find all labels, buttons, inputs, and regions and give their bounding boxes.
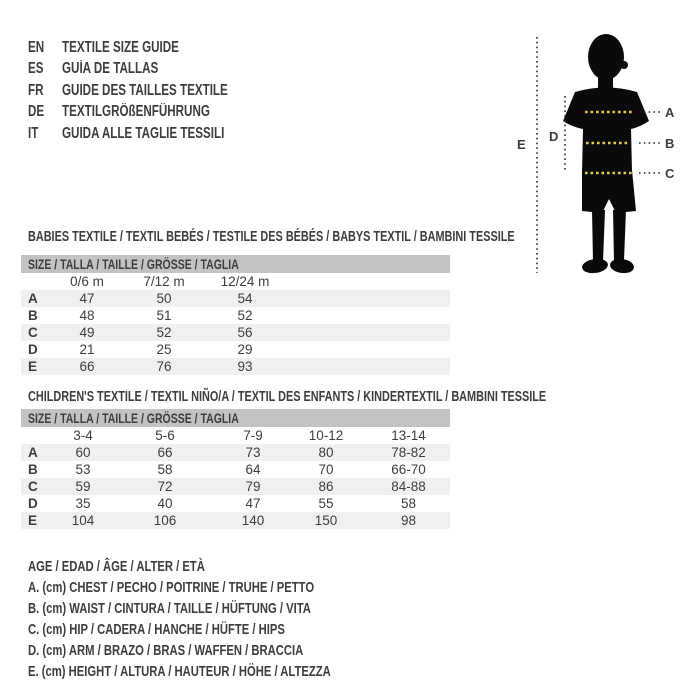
row-label: B — [28, 462, 38, 477]
cell-value: 80 — [318, 445, 334, 460]
cell-value: 21 — [79, 342, 95, 357]
babies-column-header-row — [21, 273, 450, 290]
language-row-de — [28, 102, 283, 124]
cell-value: 66 — [157, 445, 173, 460]
figure-label-waist: B — [665, 136, 675, 151]
table-row — [21, 324, 450, 341]
language-title: TEXTILGRÖßENFÜHRUNG — [62, 103, 210, 121]
row-label: D — [28, 342, 38, 357]
cell-value: 64 — [245, 462, 261, 477]
cell-value: 35 — [75, 496, 91, 511]
babies-section-title: BABIES TEXTILE / TEXTIL BEBÉS / TESTILE DES BÉBÉS / BABYS TEXTIL / BAMBINI TESSILE — [28, 229, 515, 245]
table-row — [21, 512, 450, 529]
cell-value: 70 — [318, 462, 334, 477]
row-label: C — [28, 479, 38, 494]
column-header: 0/6 m — [70, 274, 104, 289]
cell-value: 47 — [79, 291, 95, 306]
cell-value: 56 — [237, 325, 253, 340]
cell-value: 50 — [156, 291, 172, 306]
table-row — [21, 290, 450, 307]
language-title: GUIDA ALLE TAGLIE TESSILI — [62, 124, 225, 142]
children-section-title: CHILDREN'S TEXTILE / TEXTIL NIÑO/A / TEXTIL DES ENFANTS / KINDERTEXTIL / BAMBINI TESSILE — [28, 389, 547, 405]
language-row-en — [28, 37, 283, 59]
cell-value: 40 — [157, 496, 173, 511]
children-size-table — [21, 409, 450, 529]
cell-value: 79 — [245, 479, 261, 494]
row-label: D — [28, 496, 38, 511]
row-label: E — [28, 359, 38, 374]
cell-value: 84-88 — [391, 479, 426, 494]
language-code: FR — [28, 81, 44, 99]
legend-hip-line: C. (cm) HIP / CADERA / HANCHE / HÜFTE / HIPS — [28, 621, 285, 638]
language-row-es — [28, 59, 283, 81]
cell-value: 52 — [237, 308, 253, 323]
language-title: TEXTILE SIZE GUIDE — [62, 38, 179, 56]
table-row — [21, 341, 450, 358]
table-row — [21, 495, 450, 512]
column-header: 7/12 m — [143, 274, 185, 289]
legend-chest-line: A. (cm) CHEST / PECHO / POITRINE / TRUHE / PETTO — [28, 579, 315, 596]
cell-value: 52 — [156, 325, 172, 340]
language-row-it — [28, 123, 283, 145]
cell-value: 29 — [237, 342, 253, 357]
cell-value: 58 — [400, 496, 417, 511]
row-label: C — [28, 325, 38, 340]
column-header: 12/24 m — [220, 274, 270, 289]
language-code: EN — [28, 38, 45, 56]
babies-size-header-bar: SIZE / TALLA / TAILLE / GRÖSSE / TAGLIA — [21, 255, 450, 273]
cell-value: 76 — [156, 359, 172, 374]
table-row — [21, 478, 450, 495]
cell-value: 47 — [245, 496, 261, 511]
language-list — [28, 37, 283, 145]
column-header: 7-9 — [243, 428, 263, 443]
legend-age-line: AGE / EDAD / ÂGE / ALTER / ETÀ — [28, 558, 205, 575]
language-title: GUIDE DES TAILLES TEXTILE — [62, 81, 228, 99]
language-title: GUÍA DE TALLAS — [62, 60, 159, 78]
column-header: 5-6 — [155, 428, 175, 443]
column-header: 13-14 — [391, 428, 426, 443]
table-row — [21, 358, 450, 375]
cell-value: 58 — [157, 462, 173, 477]
cell-value: 86 — [318, 479, 334, 494]
babies-size-table — [21, 255, 450, 375]
language-code: DE — [28, 103, 45, 121]
cell-value: 59 — [75, 479, 91, 494]
legend-arm-line: D. (cm) ARM / BRAZO / BRAS / WAFFEN / BRACCIA — [28, 642, 304, 659]
row-label: E — [28, 513, 38, 528]
figure-label-hip: C — [665, 166, 675, 181]
table-row — [21, 444, 450, 461]
cell-value: 93 — [237, 359, 253, 374]
cell-value: 106 — [153, 513, 177, 528]
figure-label-height: E — [517, 137, 526, 152]
cell-value: 54 — [237, 291, 253, 306]
table-row — [21, 307, 450, 324]
cell-value: 78-82 — [391, 445, 426, 460]
figure-label-chest: A — [665, 105, 675, 120]
legend-height-line: E. (cm) HEIGHT / ALTURA / HAUTEUR / HÖHE / ALTEZZA — [28, 663, 331, 680]
cell-value: 60 — [75, 445, 91, 460]
cell-value: 66-70 — [391, 462, 426, 477]
column-header: 10-12 — [308, 428, 344, 443]
row-label: A — [28, 291, 38, 306]
cell-value: 48 — [79, 308, 95, 323]
language-code: ES — [28, 60, 44, 78]
cell-value: 72 — [157, 479, 173, 494]
cell-value: 53 — [75, 462, 91, 477]
cell-value: 104 — [71, 513, 95, 528]
row-label: B — [28, 308, 38, 323]
legend-waist-line: B. (cm) WAIST / CINTURA / TAILLE / HÜFTUNG / VITA — [28, 600, 311, 617]
cell-value: 140 — [241, 513, 265, 528]
cell-value: 55 — [318, 496, 334, 511]
children-size-header-bar: SIZE / TALLA / TAILLE / GRÖSSE / TAGLIA — [21, 409, 450, 427]
language-code: IT — [28, 124, 39, 142]
cell-value: 51 — [156, 308, 172, 323]
cell-value: 150 — [314, 513, 338, 528]
children-column-header-row — [21, 427, 450, 444]
row-label: A — [28, 445, 38, 460]
measurement-legend — [28, 556, 432, 682]
cell-value: 73 — [245, 445, 261, 460]
figure-label-arm: D — [549, 129, 559, 144]
cell-value: 98 — [400, 513, 417, 528]
cell-value: 66 — [79, 359, 95, 374]
column-header: 3-4 — [73, 428, 93, 443]
cell-value: 25 — [156, 342, 172, 357]
table-row — [21, 461, 450, 478]
cell-value: 49 — [79, 325, 95, 340]
language-row-fr — [28, 80, 283, 102]
